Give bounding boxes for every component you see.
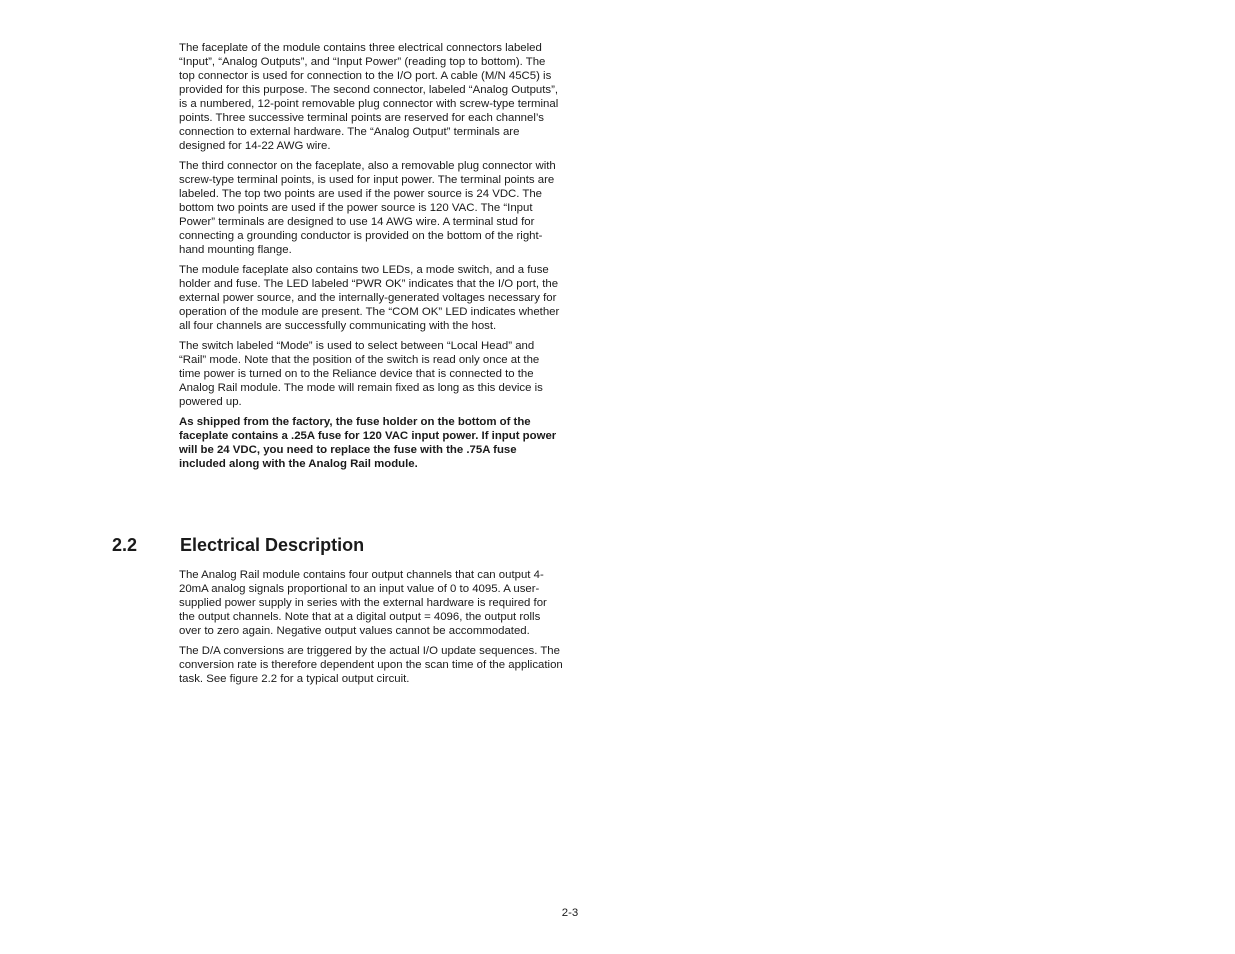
section-number: 2.2 [112, 535, 138, 555]
paragraph-output-channels: The Analog Rail module contains four output channels that can output 4-20mA analog signals proportional to an input value of 0 to 4095. A user-supplied power supply in series with the external hardware is required for the output channels. Note that at a digital output = 4096, the output rolls over to zero again. Negative output values cannot be accommodated. [179, 569, 547, 637]
paragraph-input-power: The third connector on the faceplate, also a removable plug connector with screw-type terminal points, is used for input power. The terminal points are labeled. The top two points are used if the power source is 24 VDC. The bottom two points are used if the power source is 120 VAC. The “Input Power” terminals are designed to use 14 AWG wire. A terminal stud for connecting a grounding conductor is provided on the bottom of the right-hand mounting flange. [179, 160, 556, 256]
section-title: Electrical Description [180, 535, 365, 555]
paragraph-fuse-note: As shipped from the factory, the fuse holder on the bottom of the faceplate contains a .25A fuse for 120 VAC input power. If input power will be 24 VDC, you need to replace the fuse with the .75A fuse included along with the Analog Rail module. [179, 416, 557, 470]
faceplate-description [179, 41, 563, 477]
paragraph-mode-switch: The switch labeled “Mode” is used to select between “Local Head” and “Rail” mode. Note that the position of the switch is read only once at the time power is turned on to the Reliance device that is connected to the Analog Rail module. The mode will remain fixed as long as this device is powered up. [179, 340, 543, 408]
paragraph-da-conversions: The D/A conversions are triggered by the actual I/O update sequences. The conversion rate is therefore dependent upon the scan time of the application task. See figure 2.2 for a typical output circuit. [179, 645, 563, 685]
paragraph-connectors: The faceplate of the module contains three electrical connectors labeled “Input”, “Analog Outputs”, and “Input Power” (reading top to bottom). The top connector is used for connection to the I/O port. A cable (M/N 45C5) is provided for this purpose. The second connector, labeled “Analog Outputs”, is a numbered, 12-point removable plug connector with screw-type terminal points. Three successive terminal points are reserved for each channel’s connection to external hardware. The “Analog Output” terminals are designed for 14-22 AWG wire. [179, 42, 559, 152]
paragraph-leds: The module faceplate also contains two LEDs, a mode switch, and a fuse holder and fuse. The LED labeled “PWR OK” indicates that the I/O port, the external power source, and the internally-generated voltages necessary for operation of the module are present. The “COM OK” LED indicates whether all four channels are successfully communicating with the host. [179, 264, 560, 332]
page-number: 2-3 [561, 907, 579, 919]
electrical-description [179, 568, 563, 692]
